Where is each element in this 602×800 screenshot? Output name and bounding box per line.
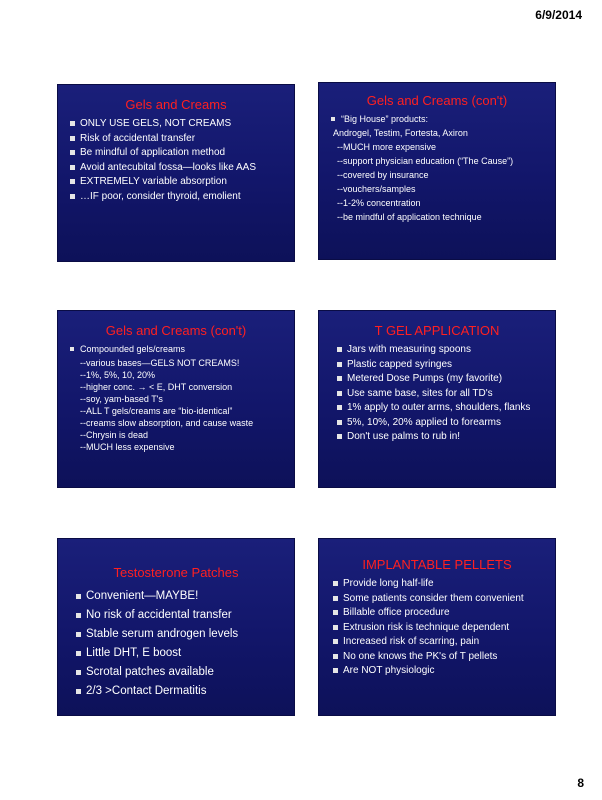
list-item: EXTREMELY variable absorption	[70, 176, 288, 188]
slide-title: Gels and Creams	[125, 97, 227, 112]
list-item: --covered by insurance	[337, 170, 429, 180]
slide-gels-and-creams-cont-2	[57, 310, 295, 488]
list-item: Use same base, sites for all TD's	[337, 388, 549, 400]
list-item: Increased risk of scarring, pain	[333, 636, 549, 648]
bullet-list	[319, 114, 555, 223]
list-item: Metered Dose Pumps (my favorite)	[337, 373, 549, 385]
slide-testosterone-patches	[57, 538, 295, 716]
slide-title: Gels and Creams (con't)	[105, 323, 247, 338]
list-item: …IF poor, consider thyroid, emolient	[70, 191, 288, 203]
list-item: --MUCH less expensive	[80, 442, 175, 452]
list-item: --1-2% concentration	[337, 198, 421, 208]
bullet-list	[319, 578, 555, 677]
list-item: ONLY USE GELS, NOT CREAMS	[70, 118, 288, 130]
bullet-list	[58, 590, 294, 698]
list-item: 1% apply to outer arms, shoulders, flanks	[337, 402, 549, 414]
bullet-list	[319, 344, 555, 443]
slide-title: IMPLANTABLE PELLETS	[362, 557, 512, 572]
list-item: Compounded gels/creams	[70, 344, 288, 355]
bullet-list	[58, 118, 294, 202]
list-item: Scrotal patches available	[76, 666, 288, 679]
list-item: --soy, yam-based T's	[80, 394, 163, 404]
list-item: Androgel, Testim, Fortesta, Axiron	[333, 128, 468, 138]
list-item: --creams slow absorption, and cause waste	[80, 418, 254, 428]
list-item: --support physician education (“The Cause”)	[337, 156, 514, 166]
list-item: --vouchers/samples	[337, 184, 416, 194]
list-item: No one knows the PK's of T pellets	[333, 651, 549, 663]
list-item: Extrusion risk is technique dependent	[333, 622, 549, 634]
list-item: Convenient—MAYBE!	[76, 590, 288, 603]
slide-implantable-pellets	[318, 538, 556, 716]
list-item: Billable office procedure	[333, 607, 549, 619]
bullet-list	[58, 344, 294, 453]
slide-title: T GEL APPLICATION	[374, 323, 500, 338]
list-item: Plastic capped syringes	[337, 359, 549, 371]
slide-gels-and-creams-cont-1	[318, 82, 556, 260]
list-item: Jars with measuring spoons	[337, 344, 549, 356]
handout-date: 6/9/2014	[535, 8, 582, 22]
list-item: --MUCH more expensive	[337, 142, 437, 152]
list-item: 5%, 10%, 20% applied to forearms	[337, 417, 549, 429]
list-item: No risk of accidental transfer	[76, 609, 288, 622]
list-item: Be mindful of application method	[70, 147, 288, 159]
list-item: Provide long half-life	[333, 578, 549, 590]
list-item: --ALL T gels/creams are “bio-identical”	[80, 406, 233, 416]
list-item: --Chrysin is dead	[80, 430, 149, 440]
list-item: --higher conc. → < E, DHT conversion	[80, 382, 233, 392]
slide-title: Testosterone Patches	[113, 565, 239, 580]
list-item: Some patients consider them convenient	[333, 593, 549, 605]
slide-title: Gels and Creams (con't)	[366, 93, 508, 108]
list-item: Are NOT physiologic	[333, 665, 549, 677]
slide-gels-and-creams	[57, 84, 295, 262]
page-number: 8	[577, 776, 584, 790]
list-item: --1%, 5%, 10, 20%	[80, 370, 156, 380]
list-item: Stable serum androgen levels	[76, 628, 288, 641]
list-item: Little DHT, E boost	[76, 647, 288, 660]
list-item: Don't use palms to rub in!	[337, 431, 549, 443]
list-item: “Big House” products:	[331, 114, 549, 125]
list-item: --various bases—GELS NOT CREAMS!	[80, 358, 240, 368]
list-item: --be mindful of application technique	[337, 212, 482, 222]
list-item: Risk of accidental transfer	[70, 133, 288, 145]
slide-t-gel-application	[318, 310, 556, 488]
list-item: Avoid antecubital fossa—looks like AAS	[70, 162, 288, 174]
list-item: 2/3 >Contact Dermatitis	[76, 685, 288, 698]
